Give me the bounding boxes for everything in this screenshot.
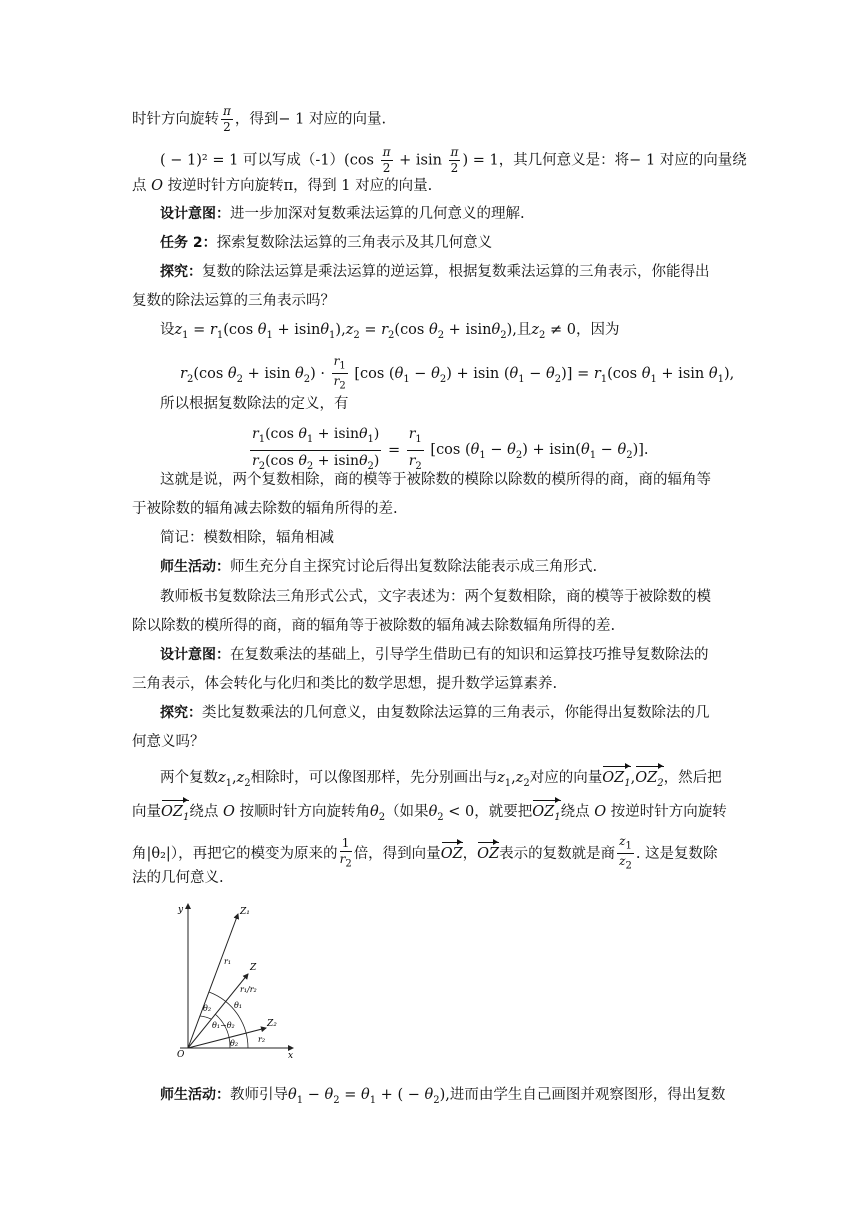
label-r1: r₁ (224, 957, 232, 966)
label-r2: r₂ (258, 1035, 266, 1044)
label-theta2-top: θ₂ (203, 1004, 212, 1013)
arc-theta1 (209, 992, 248, 1048)
set-z1-z2: 设$z_1 = r_1(\cos$ $\theta_1 + isin\theta_1),z_2 = r_2(\cos$ $\theta_2 + isin\theta_2$),且$z_2 \ne 0$，因为 (160, 322, 620, 341)
label-z: Z (250, 963, 257, 973)
design-intent-2-cont: 三角表示，体会转化与化归和类比的数学思想，提升数学运算素养. (132, 676, 558, 692)
explain-1: 这就是说，两个复数相除，商的模等于被除数的模除以除数的模所得的商，商的辐角等 (160, 472, 711, 488)
label-z1: Z₁ (240, 907, 250, 917)
vector-oz (188, 974, 248, 1048)
so-text: 所以根据复数除法的定义，有 (160, 396, 349, 412)
explain-2: 于被除数的辐角减去除数的辐角所得的差. (132, 501, 398, 517)
label-x: x (288, 1051, 294, 1061)
brief-note: 简记：模数相除，辐角相减 (160, 530, 334, 546)
board-1: 教师板书复数除法三角形式公式，文字表述为：两个复数相除，商的模等于被除数的模 (160, 589, 711, 605)
division-figure (168, 896, 308, 1066)
geo-1: 两个复数$z_1,z_2$相除时，可以像图那样，先分别画出与$z_1,z_2$对应的向量$OZ_1,OZ_2$，然后把 (160, 768, 722, 794)
arc-theta2-top (200, 1016, 211, 1019)
label-r1r2: r₁/r₂ (240, 985, 257, 994)
design-intent-1: 设计意图：进一步加深对复数乘法运算的几何意义的理解. (160, 206, 525, 222)
explore-2: 探究：类比复数乘法的几何意义，由复数除法运算的三角表示，你能得出复数除法的几 (160, 705, 710, 721)
board-2: 除以除数的模所得的商，商的辐角等于被除数的辐角减去除数辐角所得的差. (132, 618, 616, 634)
teacher-student-2: 师生活动：教师引导$\theta_1 - \theta_2 = \theta_1$ + ( − $\theta_2$),进而由学生自己画图并观察图形，得出复数 (160, 1087, 726, 1106)
para-rotate-end: 时针方向旋转 $\frac{\pi}{2}$ ，得到− 1 对应的向量. (132, 104, 387, 134)
design-intent-2: 设计意图：在复数乘法的基础上，引导学生借助已有的知识和运算技巧推导复数除法的 (160, 647, 709, 663)
teacher-student-1: 师生活动：师生充分自主探究讨论后得出复数除法能表示成三角形式. (160, 559, 598, 575)
label-y: y (178, 905, 184, 915)
explore-1: 探究：复数的除法运算是乘法运算的逆运算，根据复数乘法运算的三角表示，你能得出 (160, 264, 710, 280)
geo-4: 法的几何意义. (132, 870, 224, 886)
label-o: O (177, 1050, 185, 1060)
label-theta2-bottom: θ₂ (230, 1039, 239, 1048)
explore-1-cont: 复数的除法运算的三角表示吗？ (132, 293, 335, 309)
task-2: 任务 2：探索复数除法运算的三角表示及其几何意义 (160, 235, 493, 251)
explore-2-cont: 何意义吗？ (132, 734, 205, 750)
formula-division: $\frac{r_1(\cos \theta_1 + isin\theta_1)}{r_2(\cos \theta_2 + isin\theta_2)}$ = $\frac{r_1}{r_2}$ [cos $(\theta_1 - \theta_2) + isin(\theta_1 - \theta_2)$]. (252, 426, 649, 472)
para-square-2: 点 O 按逆时针方向旋转π，得到 1 对应的向量. (132, 178, 433, 194)
geo-3: 角|θ₂|），再把它的模变为原来的 $\frac{1}{r_2}$ 倍，得到向量OZ，OZ表示的复数就是商 $\frac{z_1}{z_2}$ . 这是复数除 (132, 834, 718, 872)
geo-2: 向量$OZ_1$绕点 O 按顺时针方向旋转角$\theta_2$（如果$\theta_2 < 0$，就要把$OZ_1$绕点 O 按逆时针方向旋转 (132, 802, 727, 828)
para-square: ( − 1)² = 1 可以写成（-1）(cos $\frac{\pi}{2}$ + isin $\frac{\pi}{2}$ ) = 1，其几何意义是：将− 1 对应的向量绕 (160, 145, 747, 175)
formula-because: $r_2(\cos$ $\theta_2 + isin$ $\theta_2$) · $\frac{r_1}{r_2}$ [cos $(\theta_1 - \theta_2) + isin$ $(\theta_1 - \theta_2)] = r_1(\cos$ $\theta_1 + isin$ $\theta_1$), (180, 354, 735, 392)
label-theta1: θ₁ (234, 1001, 243, 1010)
label-theta1-minus-theta2: θ₁−θ₂ (212, 1021, 235, 1030)
label-z2: Z₂ (267, 1019, 277, 1029)
